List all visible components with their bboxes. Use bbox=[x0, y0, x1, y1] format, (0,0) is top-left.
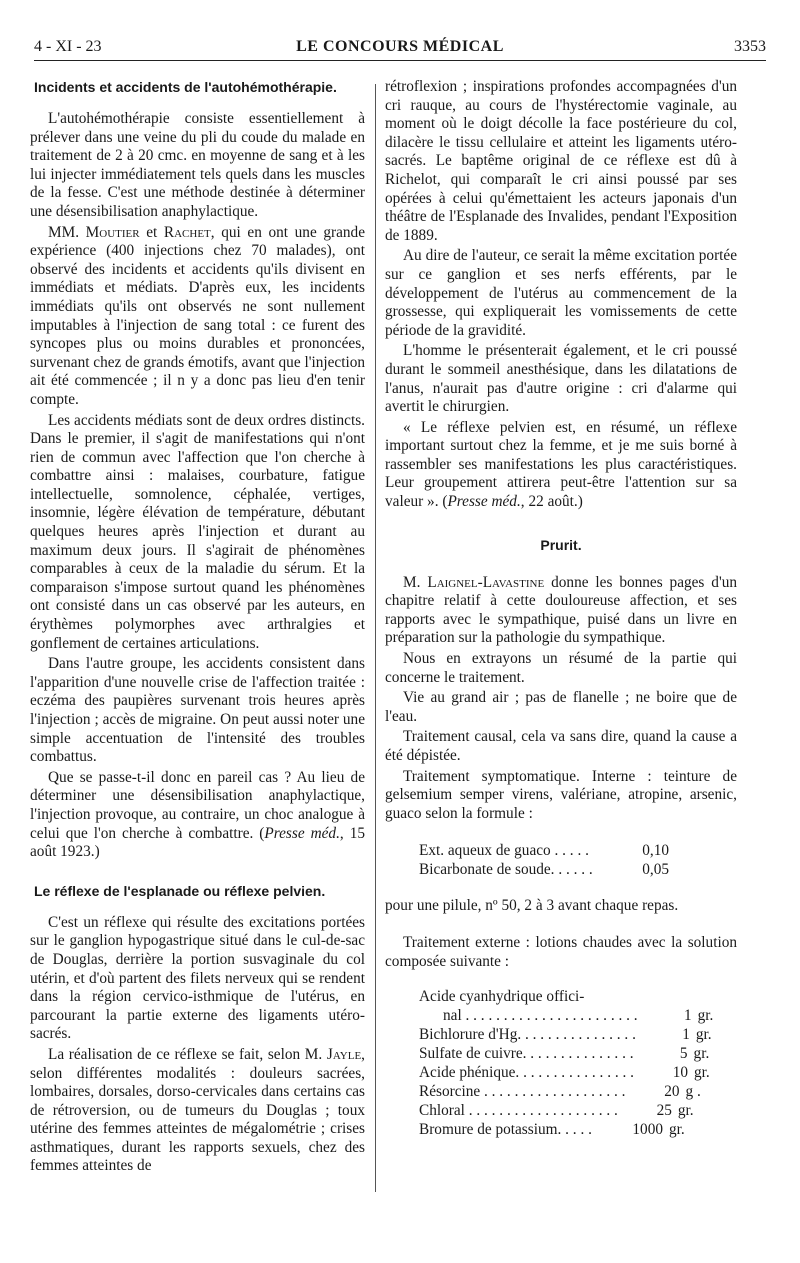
formula-unit: gr. bbox=[693, 1064, 710, 1082]
formula-row bbox=[419, 1120, 701, 1139]
formula-unit: gr. bbox=[677, 1102, 694, 1120]
formula-unit: g . bbox=[685, 1083, 701, 1101]
paragraph bbox=[30, 224, 365, 410]
formula-ingredient: Ext. aqueux de guaco . . . . . bbox=[419, 842, 589, 860]
formula-row bbox=[419, 1025, 712, 1044]
formula-amount: 1 bbox=[683, 1007, 692, 1025]
formula-ingredient: Chloral . . . . . . . . . . . . . . . . . . . . bbox=[419, 1102, 618, 1120]
formula-row bbox=[419, 1044, 710, 1063]
paragraph: Au dire de l'auteur, ce serait la même excitation portée sur ce ganglion et ses nerfs efférents, par le développement de l'utérus au commencement de la grossesse, qui expliquerait les vomissements de cette période de la gravidité. bbox=[385, 247, 737, 339]
author-name: Jayle bbox=[326, 1045, 362, 1063]
paragraph: Nous en extrayons un résumé de la partie qui concerne le traitement. bbox=[385, 650, 737, 686]
paragraph: Traitement symptomatique. Interne : teinture de gelsemium semper virens, valériane, atropine, arsenic, guaco selon la formule : bbox=[385, 767, 737, 822]
text: , qui en ont une grande expérience (400 injections chez 70 malades), ont observé des incidents et accidents qu'ils divisent en immédiats et médiats. D'après eux, les incidents immédiats qu'ils ont observés ne sont nullement imputables à l'injection de sang total : ce furent des syncopes plus ou moins durables et prononcées, survenant chez de grands émotifs, avant que l'injection ait été commencée ; il n y a donc pas lieu d'en tenir compte. bbox=[30, 223, 365, 408]
formula-row bbox=[419, 1006, 714, 1025]
formula-ingredient: nal . . . . . . . . . . . . . . . . . . . . . . . bbox=[443, 1007, 638, 1025]
text: Que se passe-t-il donc en pareil cas ? Au lieu de déterminer une désensibilisation anaphylactique, l'injection provoque, au contraire, un choc analogue à celui que l'on cherche à combattre. ( bbox=[30, 768, 365, 842]
text: La réalisation de ce réflexe se fait, selon M. bbox=[48, 1045, 327, 1063]
paragraph: Vie au grand air ; pas de flanelle ; ne boire que de l'eau. bbox=[385, 689, 737, 725]
paragraph: Traitement causal, cela va sans dire, quand la cause a été dépistée. bbox=[385, 728, 737, 764]
header-date: 4 - XI - 23 bbox=[34, 38, 102, 55]
text: MM. bbox=[48, 223, 86, 241]
formula-ingredient: Bicarbonate de soude. . . . . . bbox=[419, 861, 593, 879]
section-title-autohemotherapie: Incidents et accidents de l'autohémothérapie. bbox=[34, 79, 337, 95]
right-column bbox=[385, 78, 737, 1139]
text: , 22 août.) bbox=[520, 493, 583, 511]
formula-amount: 5 bbox=[679, 1045, 688, 1063]
paragraph: Dans l'autre groupe, les accidents consistent dans l'apparition d'une nouvelle crise de l'affection traitée : eczéma des paupières survenant trois heures après l'injection ; accès de migraine. On peut aussi noter une simple accentuation de l'intensité des troubles combattus. bbox=[30, 655, 365, 766]
text: , 15 août 1923.) bbox=[30, 824, 365, 861]
formula-amount: 1 bbox=[682, 1026, 690, 1044]
formula-row bbox=[419, 1063, 710, 1082]
text: et bbox=[139, 223, 164, 241]
paragraph: C'est un réflexe qui résulte des excitations portées sur le ganglion hypogastrique situé dans le cul-de-sac de Douglas, derrière la portion susvaginale du col utérin, et d'où partent des filets nerveux qui se rendent dans la région cervico-isthmique de l'utérus, en parcourant la partie externe des ligaments utéro-sacrés. bbox=[30, 913, 365, 1043]
formula-row bbox=[419, 841, 669, 860]
paragraph bbox=[385, 419, 737, 512]
running-header bbox=[34, 38, 766, 61]
formula-lotion bbox=[419, 987, 714, 1139]
page-number: 3353 bbox=[734, 38, 766, 55]
formula-amount: 1000 bbox=[632, 1121, 663, 1139]
formula-ingredient: Bromure de potassium. . . . . bbox=[419, 1121, 592, 1139]
section-title-reflexe: Le réflexe de l'esplanade ou réflexe pelvien. bbox=[34, 882, 326, 899]
paragraph bbox=[30, 769, 365, 862]
formula-ingredient: Acide phénique. . . . . . . . . . . . . . . . bbox=[419, 1064, 634, 1082]
formula-dose: 0,05 bbox=[642, 861, 669, 879]
paragraph: rétroflexion ; inspirations profondes accompagnées d'un cri rauque, au cours de l'hystérectomie vaginale, au moment où le doigt décolle la face postérieure du col, dilacère le tissu cellulaire et atteint les ligaments utéro-sacrés. Le baptême original de ce réflexe est dû à Richelot, qui comparaît le cri ainsi poussé par ses opérées à celui qu'émettaient les acteurs japonais d'un théâtre de l'Esplanade des Invalides, pendant l'Exposition de 1889. bbox=[385, 78, 737, 244]
paragraph: Traitement externe : lotions chaudes avec la solution composée suivante : bbox=[385, 933, 737, 970]
formula-row bbox=[419, 1101, 701, 1120]
author-name: Laignel-Lavastine bbox=[427, 573, 545, 591]
text: , selon différentes modalités : douleurs sacrées, lombaires, dorsales, dorso-cervicales dans certains cas de rétroversion, ou de tumeurs du Douglas ; toux utérine des femmes atteintes de mégalométrie ; crises asthmatiques, durant les rapports sexuels, chez des femmes atteintes de bbox=[30, 1045, 365, 1175]
paragraph: L'homme le présenterait également, et le cri poussé durant le sommeil anesthésique, dans les dilatations de l'anus, n'aurait pas d'autre origine : cri d'alarme qui avertit le chirurgien. bbox=[385, 342, 737, 416]
formula-unit: gr. bbox=[669, 1121, 685, 1139]
paragraph bbox=[385, 574, 737, 648]
formula-amount: 25 bbox=[656, 1102, 672, 1120]
formula-row bbox=[419, 860, 669, 879]
formula-ingredient: Résorcine . . . . . . . . . . . . . . . . . . . bbox=[419, 1083, 626, 1101]
formula-ingredient: Sulfate de cuivre. . . . . . . . . . . . . . . bbox=[419, 1045, 634, 1063]
section-title-prurit: Prurit. bbox=[540, 536, 582, 553]
text: donne les bonnes pages d'un chapitre relatif à cette douloureuse affection, et ses rapports avec le sympathique, puisé dans un livre en préparation sur la pathologie du sympathique. bbox=[385, 573, 737, 647]
source-citation: Presse méd. bbox=[447, 493, 521, 511]
paragraph bbox=[30, 1046, 365, 1176]
left-column bbox=[30, 78, 365, 1178]
journal-title: LE CONCOURS MÉDICAL bbox=[296, 38, 504, 55]
text: M. bbox=[403, 573, 428, 591]
formula-amount: 10 bbox=[672, 1064, 688, 1082]
source-citation: Presse méd. bbox=[264, 824, 340, 842]
formula-row bbox=[419, 1082, 701, 1101]
paragraph: pour une pilule, nº 50, 2 à 3 avant chaque repas. bbox=[385, 897, 679, 915]
formula-unit: gr. bbox=[697, 1007, 714, 1025]
formula-amount: 20 bbox=[664, 1083, 680, 1101]
paragraph: L'autohémothérapie consiste essentiellement à prélever dans une veine du pli du coude du malade en traitement de 2 à 20 cmc. en moyenne de sang et à les lui injecter immédiatement tels quels dans les muscles de la fesse. C'est une méthode destinée à déterminer une désensibilisation anaphylactique. bbox=[30, 110, 365, 220]
author-name: Rachet bbox=[163, 223, 211, 241]
formula-unit: gr. bbox=[695, 1026, 712, 1044]
formula-dose: 0,10 bbox=[642, 842, 669, 860]
formula-ingredient: Bichlorure d'Hg. . . . . . . . . . . . . . . . bbox=[419, 1026, 636, 1044]
text: « Le réflexe pelvien est, en résumé, un réflexe important surtout chez la femme, et je me suis borné à rassembler ses manifestations les plus caractéristiques. Leur groupement attirera peut-être l'attention sur sa valeur ». ( bbox=[385, 418, 737, 511]
formula-unit: gr. bbox=[693, 1045, 710, 1063]
author-name: Moutier bbox=[85, 223, 140, 241]
paragraph: Les accidents médiats sont de deux ordres distincts. Dans le premier, il s'agit de manifestations qui n'ont rien de commun avec l'affection que l'on cherche à combattre ainsi : malaises, courbature, fatigue intellectuelle, somnolence, céphalée, vertiges, insomnie, légère élévation de température, débutant quelques heures après l'injection et durant au maximum deux jours. Il s'agirait de phénomènes comparables à ceux de la maladie du sérum. Et la comparaison s'impose surtout quand les phénomènes ont consisté dans un cas observé par les auteurs, en érythèmes polymorphes avec arthralgies et gonflement de certaines articulations. bbox=[30, 411, 365, 652]
formula-row bbox=[419, 987, 701, 1006]
column-divider bbox=[375, 84, 376, 1192]
formula-ingredient: Acide cyanhydrique offici- bbox=[419, 988, 585, 1006]
formula-pilule bbox=[419, 841, 669, 879]
